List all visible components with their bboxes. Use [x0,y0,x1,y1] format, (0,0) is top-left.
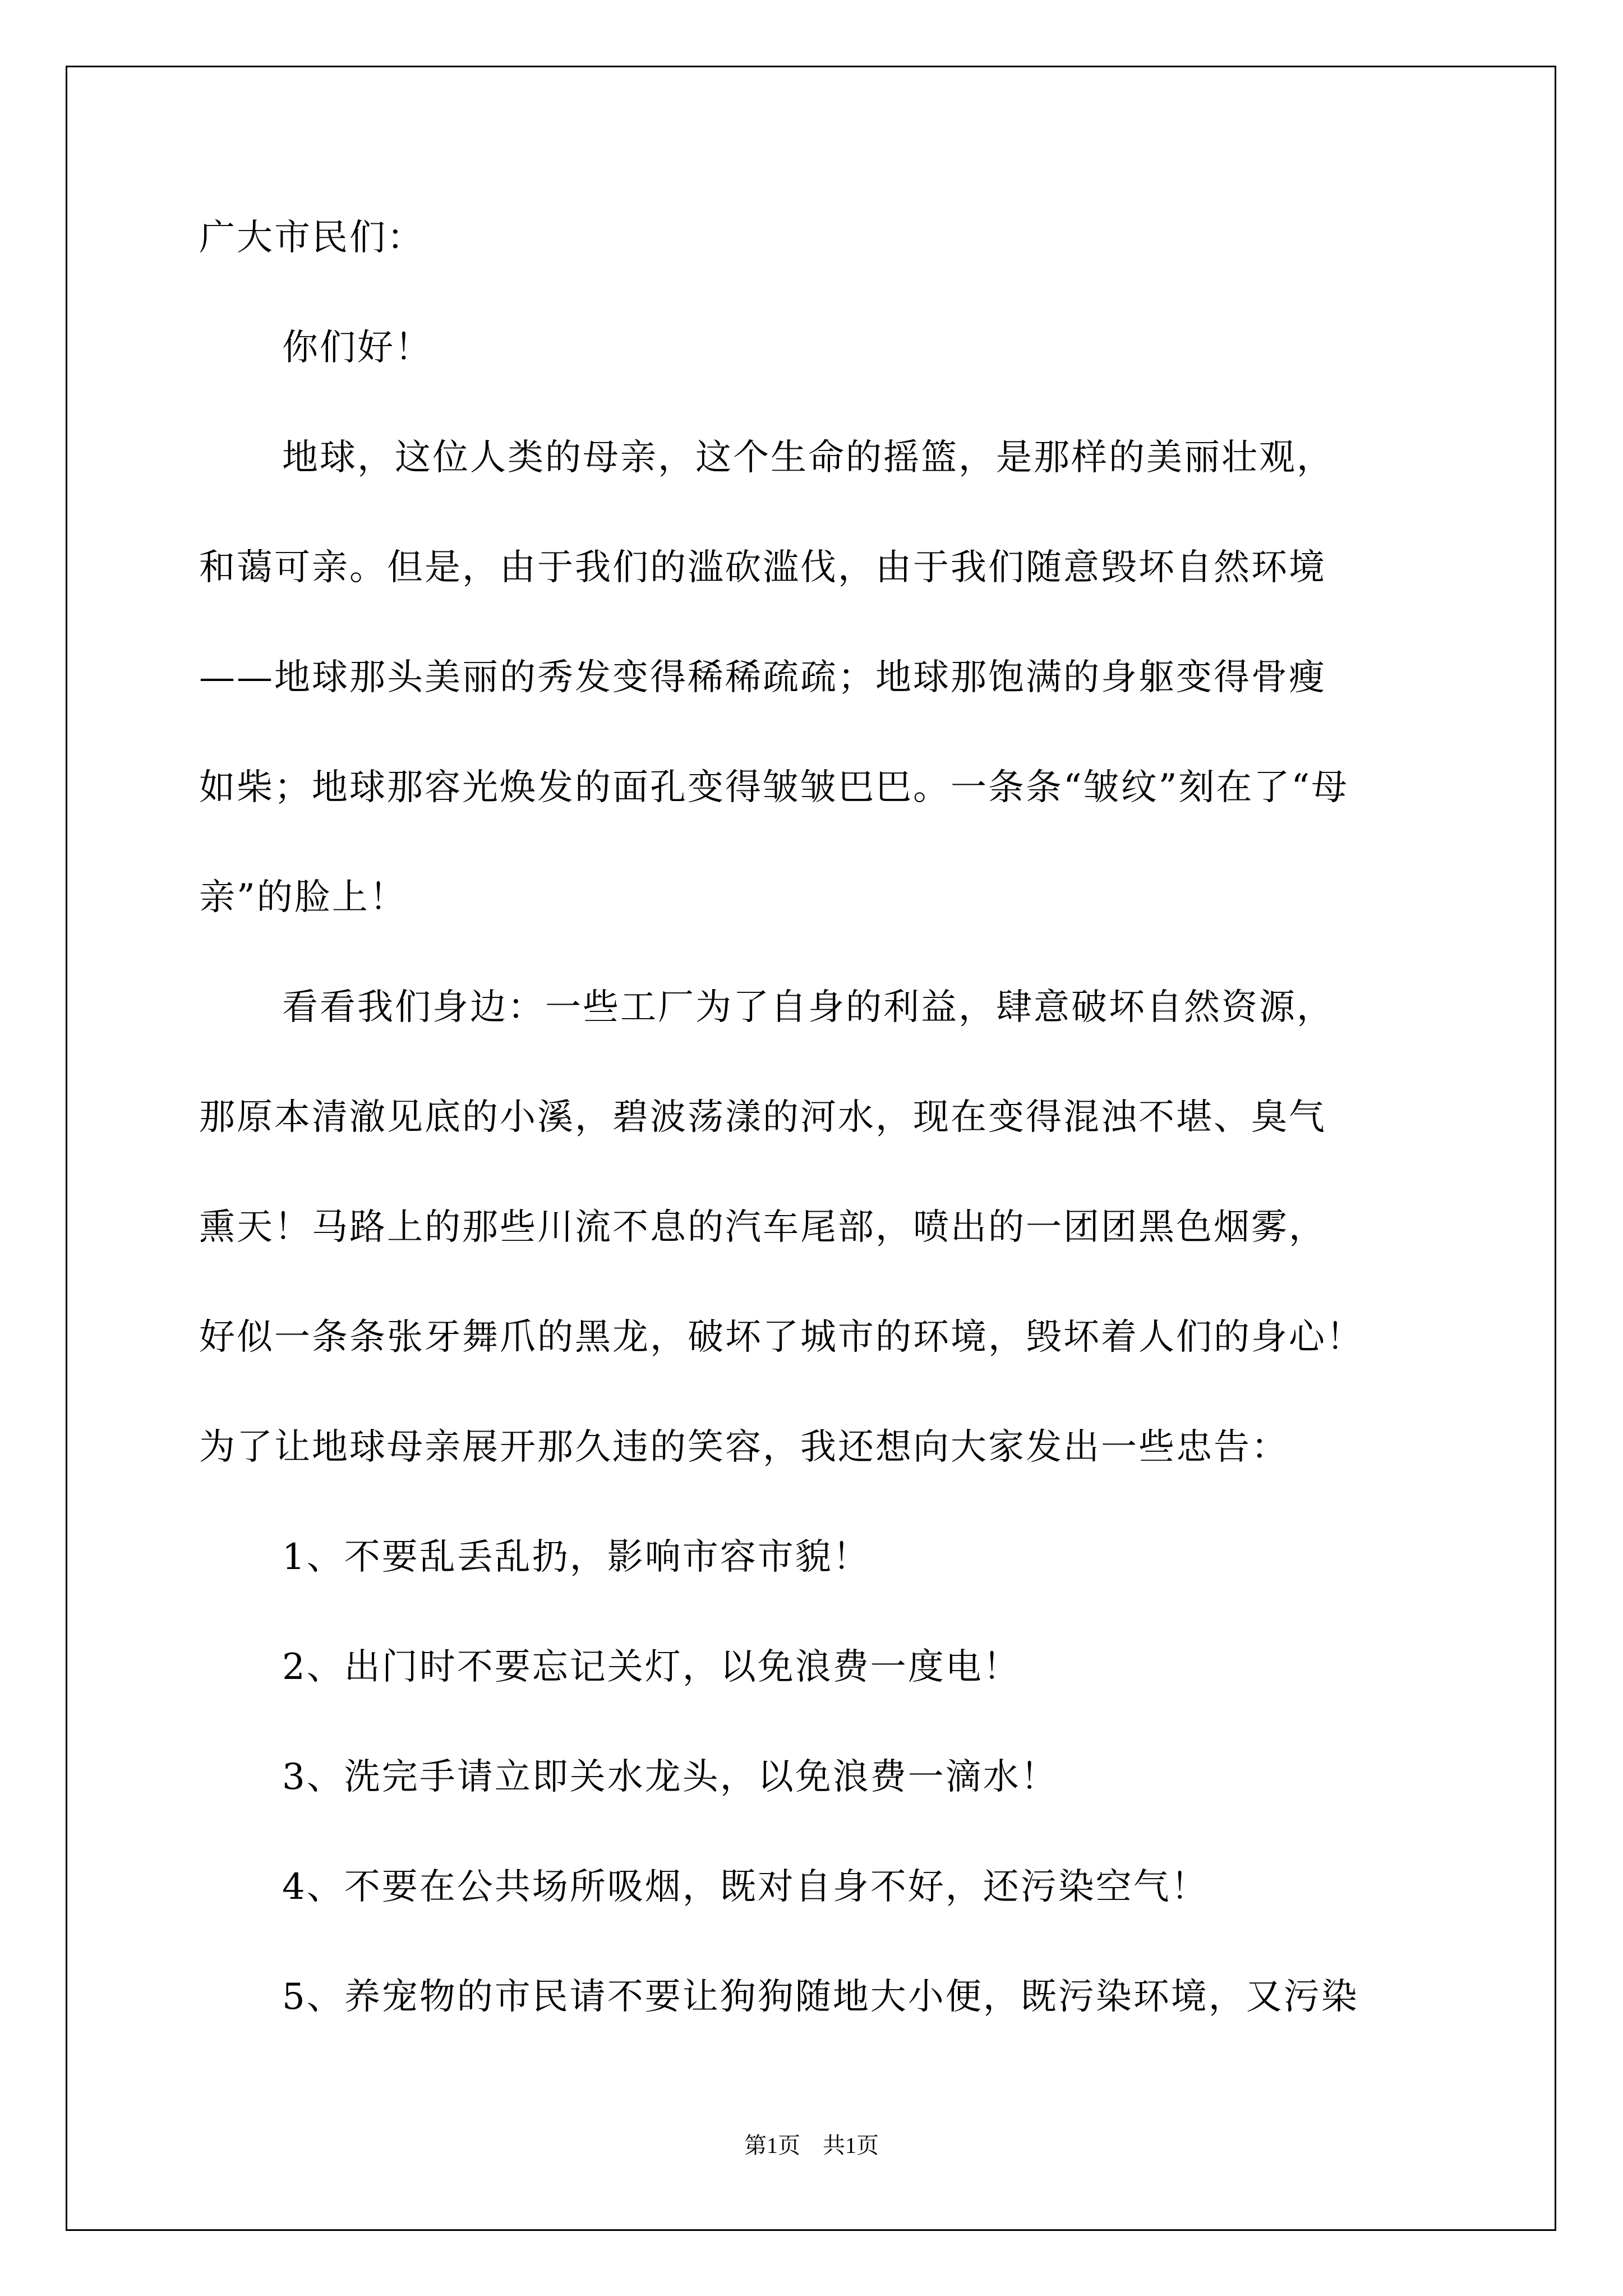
paragraph-line: 地球，这位人类的母亲，这个生命的摇篮，是那样的美丽壮观， [282,437,1334,478]
paragraph-line: 为了让地球母亲展开那久违的笑容，我还想向大家发出一些忠告： [199,1427,1289,1468]
list-item: 3、洗完手请立即关水龙头，以免浪费一滴水！ [282,1756,1058,1798]
paragraph-line: 亲”的脸上！ [199,877,407,918]
list-item: 5、养宠物的市民请不要让狗狗随地大小便，既污染环境，又污染 [282,1976,1359,2018]
list-item: 1、不要乱丢乱扔，影响市容市貌！ [282,1536,870,1578]
paragraph-line: 看看我们身边：一些工厂为了自身的利益，肆意破坏自然资源， [282,987,1334,1028]
paragraph-line: ——地球那头美丽的秀发变得稀稀疏疏；地球那饱满的身躯变得骨瘦 [199,657,1326,698]
paragraph-line: 熏天！马路上的那些川流不息的汽车尾部，喷出的一团团黑色烟雾， [199,1207,1326,1248]
paragraph-line: 那原本清澈见底的小溪，碧波荡漾的河水，现在变得混浊不堪、臭气 [199,1097,1326,1138]
salutation: 广大市民们： [199,217,425,259]
paragraph-line: 和蔼可亲。但是，由于我们的滥砍滥伐，由于我们随意毁坏自然环境 [199,547,1326,588]
page-footer: 第1页 共1页 [744,2133,879,2158]
paragraph-line: 如柴；地球那容光焕发的面孔变得皱皱巴巴。一条条“皱纹”刻在了“母 [199,767,1349,808]
paragraph-line: 好似一条条张牙舞爪的黑龙，破坏了城市的环境，毁坏着人们的身心！ [199,1317,1364,1358]
greeting: 你们好！ [282,327,432,369]
document-body [199,212,1433,2081]
list-item: 4、不要在公共场所吸烟，既对自身不好，还污染空气！ [282,1866,1209,1908]
list-item: 2、出门时不要忘记关灯，以免浪费一度电！ [282,1646,1021,1688]
